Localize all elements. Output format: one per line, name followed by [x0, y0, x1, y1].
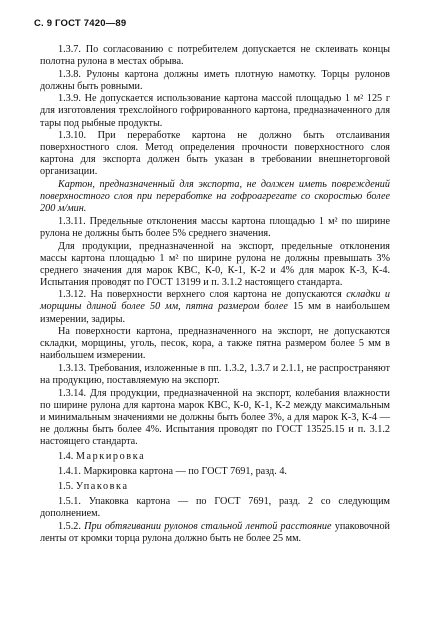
paragraph-1-5-2	[40, 521, 390, 545]
paragraph-1-3-9	[40, 93, 390, 129]
paragraph-text: 1.3.11. Предельные отклонения массы картона площадью 1 м² по ширине рулона не должны быть более 5% среднего значения.	[40, 215, 390, 239]
paragraph-export-carton	[40, 179, 390, 215]
section-number: 1.5.	[58, 481, 74, 493]
paragraph-text: 1.3.14. Для продукции, предназначенной на экспорт, колебания влажности по ширине рулона для картона марок КВС, К-0, К-1, К-2 между максимальным и минимальным значениями не должны быть более 3%, а для марок К-3, К-4 — не должны быть более 4%. Испытания проводят по ГОСТ 13525.15 и п. 3.1.2 настоящего стандарта.	[40, 387, 390, 447]
section-number: 1.4.	[58, 451, 74, 463]
paragraph-text: 1.5.1. Упаковка картона — по ГОСТ 7691, разд. 2 со следующим дополнением.	[40, 496, 390, 520]
italic-text: Картон, предназначенный для экспорта, не должен иметь повреждений поверхностного слоя при переработке на гофроагрегате со скоростью более 200 м/мин.	[40, 179, 390, 215]
paragraph-text: 1.3.7. По согласованию с потребителем допускается не склеивать концы полотна рулона в местах обрыва.	[40, 44, 390, 68]
section-heading-marking	[40, 451, 390, 463]
paragraph-1-3-10	[40, 130, 390, 178]
paragraph-1-5-1	[40, 496, 390, 520]
paragraph-text: 1.3.9. Не допускается использование картона массой площадью 1 м² 125 г для изготовления трехслойного гофрированного картона, предназначенного для тары под рыбные продукты.	[40, 93, 390, 129]
paragraph-text: 1.4.1. Маркировка картона — по ГОСТ 7691, разд. 4.	[58, 466, 287, 478]
paragraph-text: упаковочной ленты от кромки торца рулона должно быть не более 25 мм.	[40, 521, 391, 545]
paragraph-export-deviations	[40, 241, 390, 289]
paragraph-text: 1.3.12. На поверхности верхнего слоя картона не допускаются	[58, 289, 347, 301]
paragraph-1-3-14	[40, 388, 390, 448]
paragraph-text: 1.3.8. Рулоны картона должны иметь плотную намотку. Торцы рулонов должны быть ровными.	[40, 68, 390, 92]
paragraph-text: 1.3.10. При переработке картона не должно быть отслаивания поверхностного слоя. Метод определения прочности поверхностного слоя картона для экспорта должен быть указан в требовании внешнеторговой организации.	[40, 130, 390, 178]
section-heading-packing	[40, 481, 390, 493]
paragraph-export-surface	[40, 326, 390, 362]
paragraph-text: Для продукции, предназначенной на экспорт, предельные отклонения массы картона площадью 1 м² по ширине рулона не должны превышать 3% среднего значения для марок КВС, К-0, К-1, К-2 и 4% для марок К-3, К-4. Испытания проводят по ГОСТ 13199 и п. 3.1.2 настоящего стандарта.	[40, 240, 390, 288]
paragraph-1-3-13	[40, 363, 390, 387]
paragraph-1-3-8	[40, 69, 390, 93]
paragraph-1-3-11	[40, 216, 390, 240]
section-title: Маркировка	[75, 451, 146, 463]
paragraph-1-3-7	[40, 44, 390, 68]
paragraph-1-3-12	[40, 289, 390, 325]
paragraph-text: 1.3.13. Требования, изложенные в пп. 1.3.2, 1.3.7 и 2.1.1, не распространяют на продукцию, поставляемую на экспорт.	[40, 362, 390, 387]
paragraph-1-4-1	[40, 466, 390, 478]
paragraph-text: 15 мм в наибольшем измерении, задиры.	[40, 301, 390, 325]
section-title: Упаковка	[75, 481, 129, 493]
paragraph-text: На поверхности картона, предназначенного на экспорт, не допускаются складки, морщины, уголь, песок, кора, а также пятна размером более 5 мм в наибольшем измерении.	[40, 326, 390, 362]
italic-text: При обтягивании рулонов стальной лентой расстояние	[84, 521, 332, 533]
italic-text: складки и морщины длиной более 50 мм, пятна размером более	[40, 289, 390, 313]
document-body	[40, 44, 390, 546]
paragraph-text: 1.5.2.	[58, 521, 85, 533]
page-header: С. 9 ГОСТ 7420—89	[34, 18, 127, 29]
